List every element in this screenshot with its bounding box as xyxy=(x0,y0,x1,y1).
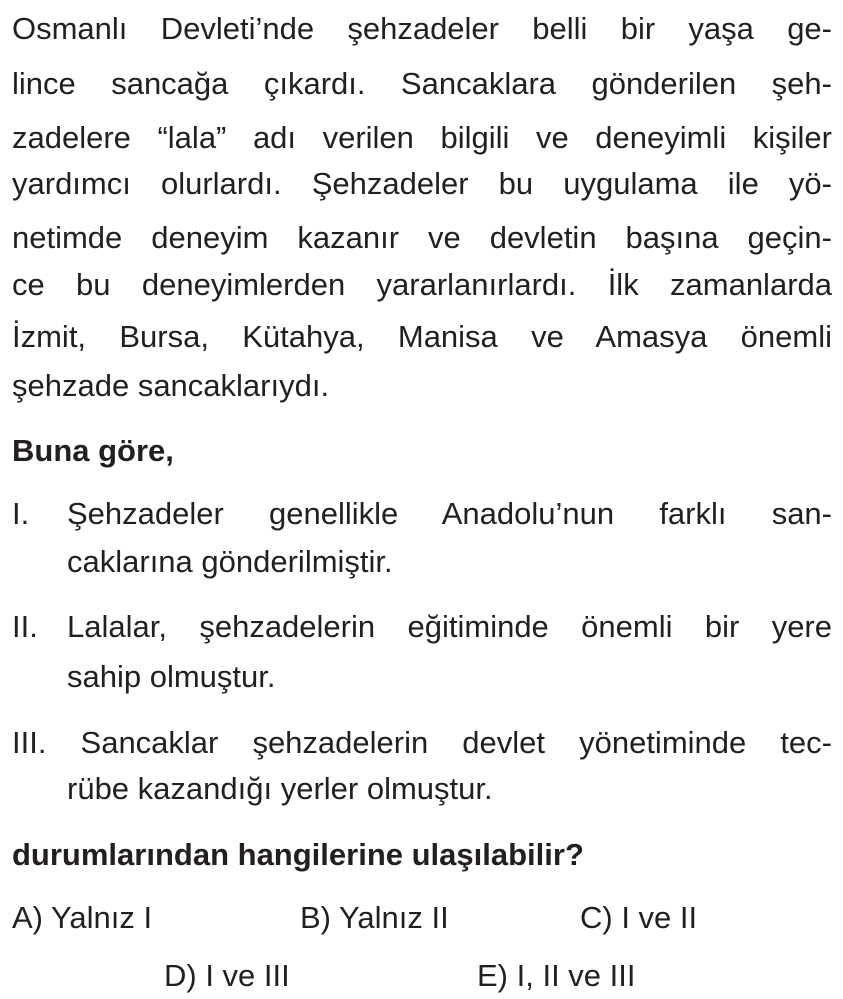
statement-line: caklarına gönderilmiştir. xyxy=(67,544,393,579)
question-text: durumlarından hangilerine ulaşılabilir? xyxy=(12,837,584,872)
passage-line: netimde deneyim kazanır ve devletin başına geçin- xyxy=(12,220,832,255)
option-d[interactable]: D) I ve III xyxy=(164,958,290,993)
passage-line: zadelere “lala” adı verilen bilgili ve deneyimli kişiler xyxy=(12,120,832,155)
passage-line: şehzade sancaklarıydı. xyxy=(12,368,330,403)
statement-line: sahip olmuştur. xyxy=(67,659,276,694)
statement-line: rübe kazandığı yerler olmuştur. xyxy=(67,771,493,806)
statement-line: Lalalar, şehzadelerin eğitiminde önemli bir yere xyxy=(67,609,832,644)
statement-line: III. Sancaklar şehzadelerin devlet yönetiminde tec- xyxy=(12,725,832,760)
option-b[interactable]: B) Yalnız II xyxy=(300,900,449,935)
statement-numeral: I. xyxy=(12,496,30,531)
option-a[interactable]: A) Yalnız I xyxy=(12,900,153,935)
statement-line: Şehzadeler genellikle Anadolu’nun farklı san- xyxy=(67,496,832,531)
passage-line: lince sancağa çıkardı. Sancaklara gönderilen şeh- xyxy=(12,66,832,101)
passage-line: Osmanlı Devleti’nde şehzadeler belli bir yaşa ge- xyxy=(12,11,832,46)
passage-line: ce bu deneyimlerden yararlanırlardı. İlk zamanlarda xyxy=(12,267,832,302)
statement-numeral: II. xyxy=(12,609,38,644)
option-e[interactable]: E) I, II ve III xyxy=(477,958,636,993)
passage-line: İzmit, Bursa, Kütahya, Manisa ve Amasya önemli xyxy=(12,319,832,354)
lead-text: Buna göre, xyxy=(12,433,174,468)
passage-line: yardımcı olurlardı. Şehzadeler bu uygulama ile yö- xyxy=(12,166,832,201)
option-c[interactable]: C) I ve II xyxy=(580,900,698,935)
